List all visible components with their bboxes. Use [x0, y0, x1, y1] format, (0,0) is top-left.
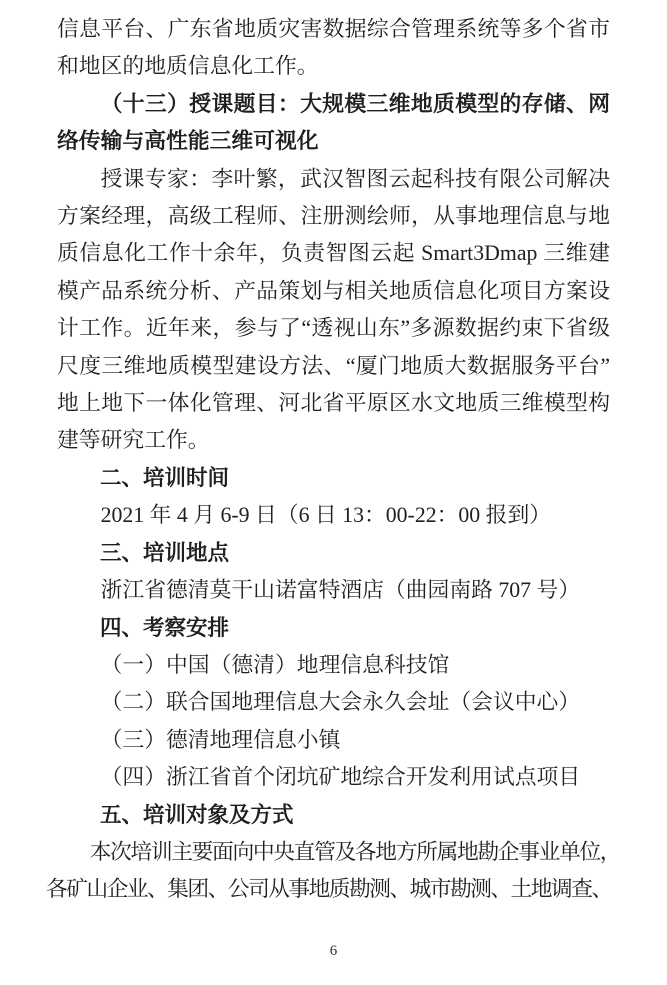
paragraph: （四）浙江省首个闭坑矿地综合开发利用试点项目 [100, 765, 581, 790]
section-heading: 三、培训地点 [100, 540, 230, 565]
section-heading: 五、培训对象及方式 [100, 802, 294, 827]
lecture-title: （十三）授课题目：大规模三维地质模型的存储、网络传输与高性能三维可视化 [57, 91, 610, 154]
page-number: 6 [329, 943, 338, 959]
document-content [46, 11, 620, 909]
page-footer [0, 942, 667, 960]
paragraph: 本次培训主要面向中央直管及各地方所属地勘企事业单位，各矿山企业、集团、公司从事地质勘测、城市勘测、土地调查、 [46, 839, 620, 902]
paragraph: 授课专家：李叶繁，武汉智图云起科技有限公司解决方案经理，高级工程师、注册测绘师，从事地理信息与地质信息化工作十余年，负责智图云起 Smart3Dmap 三维建模产品系统分析、产品策划与相关地质信息化项目方案设计工作。近年来，参与了“透视山东”多源数据约束下省级尺度三维地质模型建设方法、“厦门地质大数据服务平台”地上地下一体化管理、河北省平原区水文地质三维模型构建等研究工作。 [57, 166, 610, 453]
paragraph: 2021 年 4 月 6-9 日（6 日 13：00-22：00 报到） [100, 503, 552, 528]
paragraph: （三）德清地理信息小镇 [100, 727, 341, 752]
paragraph: （二）联合国地理信息大会永久会址（会议中心） [100, 690, 581, 715]
section-heading: 二、培训时间 [100, 465, 230, 490]
section-heading: 四、考察安排 [100, 615, 230, 640]
paragraph: （一）中国（德清）地理信息科技馆 [100, 652, 450, 677]
paragraph: 浙江省德清莫干山诺富特酒店（曲园南路 707 号） [100, 578, 581, 603]
paragraph: 信息平台、广东省地质灾害数据综合管理系统等多个省市和地区的地质信息化工作。 [57, 17, 610, 79]
